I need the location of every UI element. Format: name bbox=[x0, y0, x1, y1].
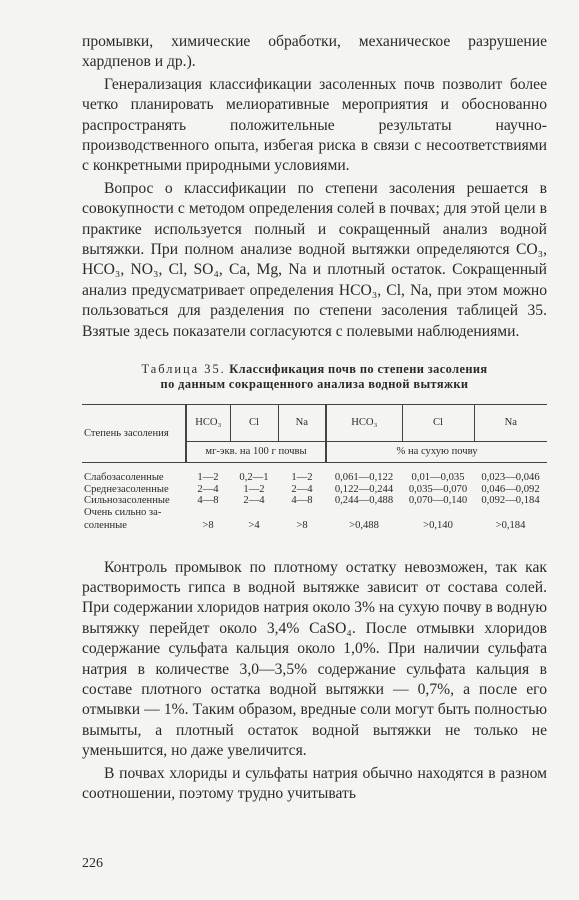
table-row bbox=[82, 495, 547, 507]
row-name-line2: соленные bbox=[84, 520, 128, 532]
cell: >4 bbox=[248, 520, 260, 532]
cell: 1—2 bbox=[197, 472, 219, 484]
page-content bbox=[82, 32, 547, 804]
cell: 0,2—1 bbox=[239, 472, 269, 484]
unit-header-pct: % на сухую почву bbox=[326, 442, 547, 463]
cell: 4—8 bbox=[197, 495, 219, 507]
row-name-line1: Очень сильно за- bbox=[84, 506, 162, 518]
paragraph-1: промывки, химические обработки, механическое разрушение хардпенов и др.). bbox=[82, 33, 547, 71]
row-name: Слабозасоленные bbox=[84, 472, 164, 484]
stub-header: Степень засоления bbox=[82, 405, 186, 463]
col-header-cl-pct: Cl bbox=[402, 405, 474, 442]
table-row bbox=[82, 463, 547, 484]
col-header-na-meq: Na bbox=[278, 405, 326, 442]
cell: 0,035—0,070 bbox=[408, 483, 468, 495]
cell: 2—4 bbox=[243, 495, 265, 507]
salinity-table bbox=[82, 404, 547, 532]
table-row bbox=[82, 518, 547, 532]
table-label: Таблица 35. bbox=[141, 362, 226, 377]
row-name: Сильнозасоленные bbox=[84, 495, 170, 507]
paragraph-2: Генерализация классификации засоленных почв позволит более четко планировать мелиоративные мероприятия и обоснованно распространять положительные результаты научно-производственного опыта, избегая риска в связи с несоответствиями с конкретными природными условиями. bbox=[82, 75, 547, 175]
cell: >0,184 bbox=[495, 520, 526, 532]
col-header-na-pct: Na bbox=[474, 405, 547, 442]
cell: 1—2 bbox=[243, 483, 265, 495]
paragraph-3: Вопрос о классификации по степени засоления решается в совокупности с методом определения солей в почвах; для этой цели в практике используется полный и сокращенный анализ водной вытяжки. При полном анализе водной вытяжки определяются CO₃, HCO₃, NO₃, Cl, SO₄, Ca, Mg, Na и плотный остаток. Сокращенный анализ предусматривает определения HCO₃, Cl, Na, при этом можно пользоваться для разделения по степени засоления таблицей 35. Взятые здесь показатели согласуются с полевыми наблюдениями. bbox=[82, 179, 547, 340]
cell: 0,244—0,488 bbox=[334, 495, 394, 507]
table-title-line2: по данным сокращенного анализа водной вытяжки bbox=[160, 377, 469, 392]
paragraph-4: Контроль промывок по плотному остатку невозможен, так как растворимость гипса в водной вытяжке зависит от состава солей. При содержании хлоридов натрия около 3% на сухую почву в водную вытяжку перейдет около 3,4% CaSO₄. После отмывки хлоридов содержание сульфата кальция около 1,0%. При наличии сульфата натрия в количестве 3,0—3,5% содержание сульфата кальция в составе плотного остатка водной вытяжки — 0,7%, а после его отмывки — 1%. Таким образом, вредные соли могут быть полностью вымыты, а плотный остаток водной вытяжки не только не уменьшится, но даже увеличится. bbox=[82, 558, 547, 760]
paragraph-5: В почвах хлориды и сульфаты натрия обычно находятся в разном соотношении, поэтому трудно учитывать bbox=[82, 764, 547, 803]
col-header-hco3-meq: HCO₃ bbox=[186, 405, 230, 442]
row-name: Среднезасоленные bbox=[84, 483, 169, 495]
cell: >0,140 bbox=[423, 520, 453, 532]
cell: 0,061—0,122 bbox=[334, 472, 394, 484]
cell: 0,092—0,184 bbox=[481, 495, 540, 507]
cell: 0,01—0,035 bbox=[411, 472, 465, 484]
cell: 4—8 bbox=[291, 495, 313, 507]
table-row bbox=[82, 507, 547, 519]
table-row bbox=[82, 484, 547, 496]
cell: 0,023—0,046 bbox=[481, 472, 540, 484]
cell: >0,488 bbox=[349, 520, 379, 532]
cell: >8 bbox=[296, 520, 308, 532]
table-title-line1: Классификация почв по степени засоления bbox=[229, 362, 488, 377]
cell: 0,122—0,244 bbox=[334, 483, 394, 495]
col-header-cl-meq: Cl bbox=[230, 405, 278, 442]
col-header-hco3-pct: HCO₃ bbox=[326, 405, 402, 442]
cell: 2—4 bbox=[197, 483, 219, 495]
cell: 2—4 bbox=[291, 483, 313, 495]
page-number: 226 bbox=[82, 856, 103, 871]
cell: 0,046—0,092 bbox=[481, 483, 540, 495]
cell: 1—2 bbox=[291, 472, 313, 484]
table-caption bbox=[82, 362, 547, 392]
cell: >8 bbox=[202, 520, 214, 532]
unit-header-meq: мг-экв. на 100 г почвы bbox=[186, 442, 326, 463]
cell: 0,070—0,140 bbox=[408, 495, 468, 507]
